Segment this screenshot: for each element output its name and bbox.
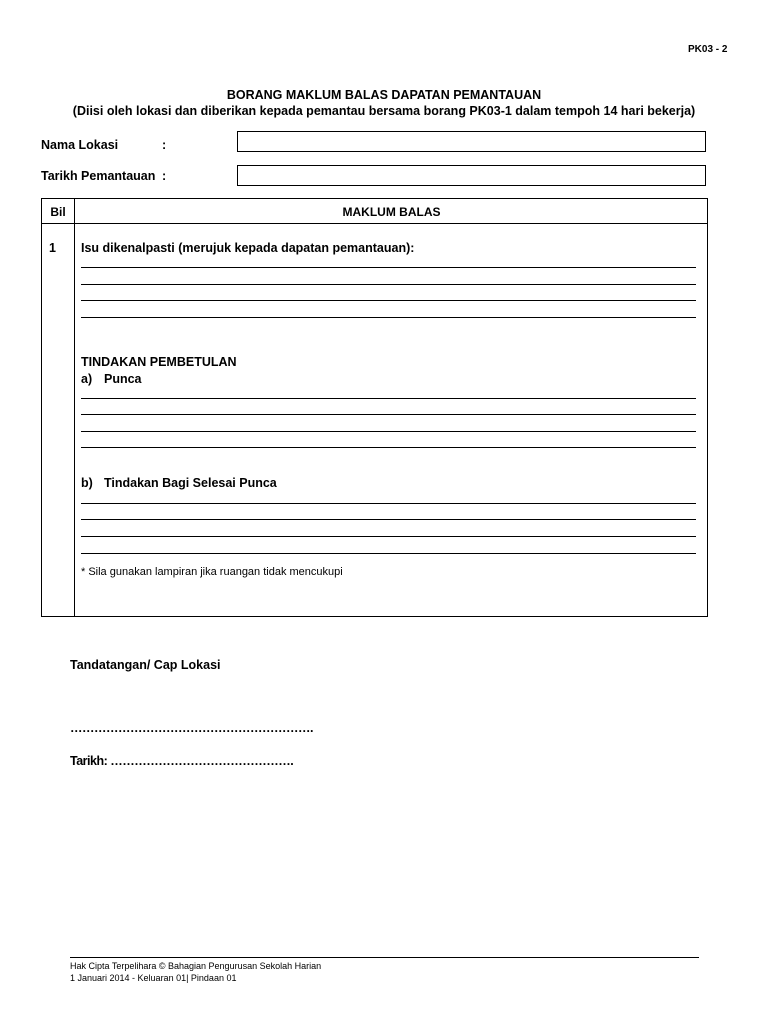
tindakan-write-line[interactable] [81, 503, 696, 504]
tarikh-pemantauan-colon: : [162, 169, 167, 183]
tarikh-pemantauan-field[interactable] [237, 165, 706, 186]
isu-write-line[interactable] [81, 284, 696, 285]
punca-write-line[interactable] [81, 398, 696, 399]
footer-divider [70, 957, 699, 958]
isu-label: Isu dikenalpasti (merujuk kepada dapatan pemantauan): [81, 241, 415, 255]
punca-write-line[interactable] [81, 414, 696, 415]
signature-line[interactable]: ……………………………………………………. [70, 721, 313, 735]
footer-version: 1 Januari 2014 - Keluaran 01| Pindaan 01 [70, 973, 237, 983]
tindakan-pembetulan-heading: TINDAKAN PEMBETULAN [81, 355, 237, 369]
table-column-divider [74, 198, 75, 617]
isu-write-line[interactable] [81, 300, 696, 301]
isu-write-line[interactable] [81, 317, 696, 318]
footer-copyright: Hak Cipta Terpelihara © Bahagian Pengurusan Sekolah Harian [70, 961, 322, 971]
tarikh-pemantauan-label: Tarikh Pemantauan [41, 169, 156, 183]
lampiran-note: * Sila gunakan lampiran jika ruangan tidak mencukupi [81, 566, 343, 578]
tarikh-signature-label: Tarikh: [70, 754, 108, 768]
tarikh-signature-line[interactable]: ………………………………………. [110, 754, 294, 768]
maklum-balas-table [41, 198, 708, 617]
tandatangan-label: Tandatangan/ Cap Lokasi [70, 658, 221, 672]
table-header-divider [41, 223, 708, 224]
punca-marker: a) [81, 372, 93, 386]
tindakan-write-line[interactable] [81, 519, 696, 520]
table-header-bil: Bil [50, 205, 66, 219]
tindakan-write-line[interactable] [81, 553, 696, 554]
document-code: PK03 - 2 [688, 44, 728, 55]
tindakan-label: Tindakan Bagi Selesai Punca [104, 476, 277, 490]
form-subtitle: (Diisi oleh lokasi dan diberikan kepada pemantau bersama borang PK03-1 dalam tempoh 14 hari bekerja) [72, 104, 696, 118]
form-title: BORANG MAKLUM BALAS DAPATAN PEMANTAUAN [226, 88, 542, 102]
isu-write-line[interactable] [81, 267, 696, 268]
nama-lokasi-field[interactable] [237, 131, 706, 152]
nama-lokasi-label: Nama Lokasi [41, 138, 119, 152]
tindakan-write-line[interactable] [81, 536, 696, 537]
punca-write-line[interactable] [81, 447, 696, 448]
tindakan-marker: b) [81, 476, 93, 490]
punca-label: Punca [104, 372, 142, 386]
punca-write-line[interactable] [81, 431, 696, 432]
tarikh-signature-row [70, 754, 293, 768]
table-header-maklum-balas: MAKLUM BALAS [342, 205, 441, 219]
row-number: 1 [49, 241, 56, 255]
nama-lokasi-colon: : [162, 138, 167, 152]
